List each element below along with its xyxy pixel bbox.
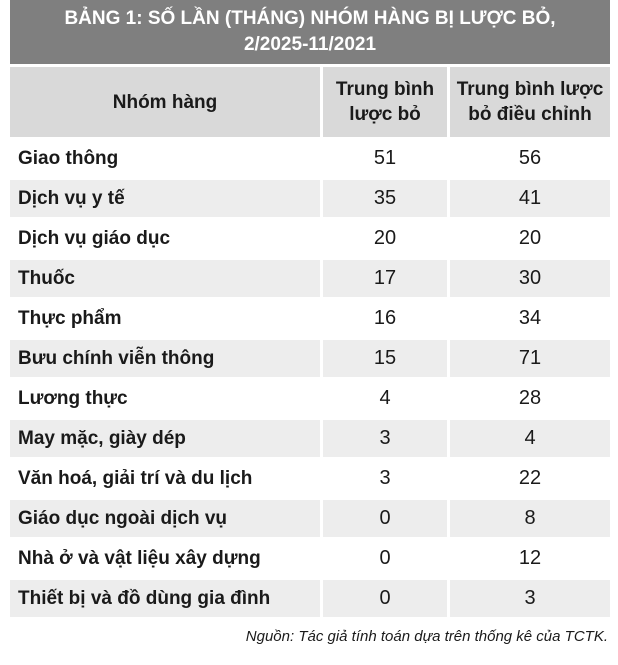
cell-average: 0 (323, 580, 450, 620)
cell-group: Giao thông (10, 140, 323, 180)
column-header-adjusted-line-2: bỏ điều chỉnh (468, 104, 592, 125)
cell-adjusted: 3 (450, 580, 610, 620)
cell-adjusted: 71 (450, 340, 610, 380)
column-header-group: Nhóm hàng (10, 67, 323, 140)
cell-group: Thiết bị và đồ dùng gia đình (10, 580, 323, 620)
cell-adjusted: 30 (450, 260, 610, 300)
cell-adjusted: 28 (450, 380, 610, 420)
cell-adjusted: 8 (450, 500, 610, 540)
cell-average: 51 (323, 140, 450, 180)
cell-average: 3 (323, 460, 450, 500)
cell-adjusted: 20 (450, 220, 610, 260)
table-row (10, 340, 610, 380)
header-row (10, 67, 610, 140)
column-header-average (323, 67, 450, 140)
cell-average: 3 (323, 420, 450, 460)
cell-average: 15 (323, 340, 450, 380)
cell-average: 4 (323, 380, 450, 420)
cell-group: Nhà ở và vật liệu xây dựng (10, 540, 323, 580)
table-row (10, 180, 610, 220)
table-title-line-2: 2/2025-11/2021 (243, 34, 377, 55)
cell-average: 17 (323, 260, 450, 300)
table-row (10, 580, 610, 620)
cell-adjusted: 22 (450, 460, 610, 500)
cell-average: 0 (323, 500, 450, 540)
cell-adjusted: 56 (450, 140, 610, 180)
cell-adjusted: 41 (450, 180, 610, 220)
table-title-line-1: BẢNG 1: SỐ LẦN (THÁNG) NHÓM HÀNG BỊ LƯỢC BỎ, (64, 8, 556, 29)
cell-adjusted: 4 (450, 420, 610, 460)
cell-group: Lương thực (10, 380, 323, 420)
cell-group: Thuốc (10, 260, 323, 300)
cell-group: Bưu chính viễn thông (10, 340, 323, 380)
cell-group: May mặc, giày dép (10, 420, 323, 460)
cell-average: 35 (323, 180, 450, 220)
table-row (10, 460, 610, 500)
source-note: Nguồn: Tác giả tính toán dựa trên thống kê của TCTK. (245, 628, 608, 645)
column-header-adjusted (450, 67, 610, 140)
table-title (10, 0, 610, 64)
column-header-average-line-2: lược bỏ (349, 104, 421, 125)
column-header-average-line-1: Trung bình (335, 79, 435, 100)
cell-average: 16 (323, 300, 450, 340)
cell-adjusted: 12 (450, 540, 610, 580)
table-row (10, 500, 610, 540)
data-table (10, 67, 610, 620)
cell-group: Văn hoá, giải trí và du lịch (10, 460, 323, 500)
cell-group: Thực phẩm (10, 300, 323, 340)
cell-average: 20 (323, 220, 450, 260)
column-header-adjusted-line-1: Trung bình lược (456, 79, 604, 100)
table-row (10, 140, 610, 180)
table-row (10, 220, 610, 260)
table-row (10, 300, 610, 340)
table-row (10, 540, 610, 580)
cell-group: Dịch vụ y tế (10, 180, 323, 220)
table-row (10, 260, 610, 300)
cell-group: Dịch vụ giáo dục (10, 220, 323, 260)
table-row (10, 380, 610, 420)
cell-average: 0 (323, 540, 450, 580)
cell-group: Giáo dục ngoài dịch vụ (10, 500, 323, 540)
table-row (10, 420, 610, 460)
cell-adjusted: 34 (450, 300, 610, 340)
